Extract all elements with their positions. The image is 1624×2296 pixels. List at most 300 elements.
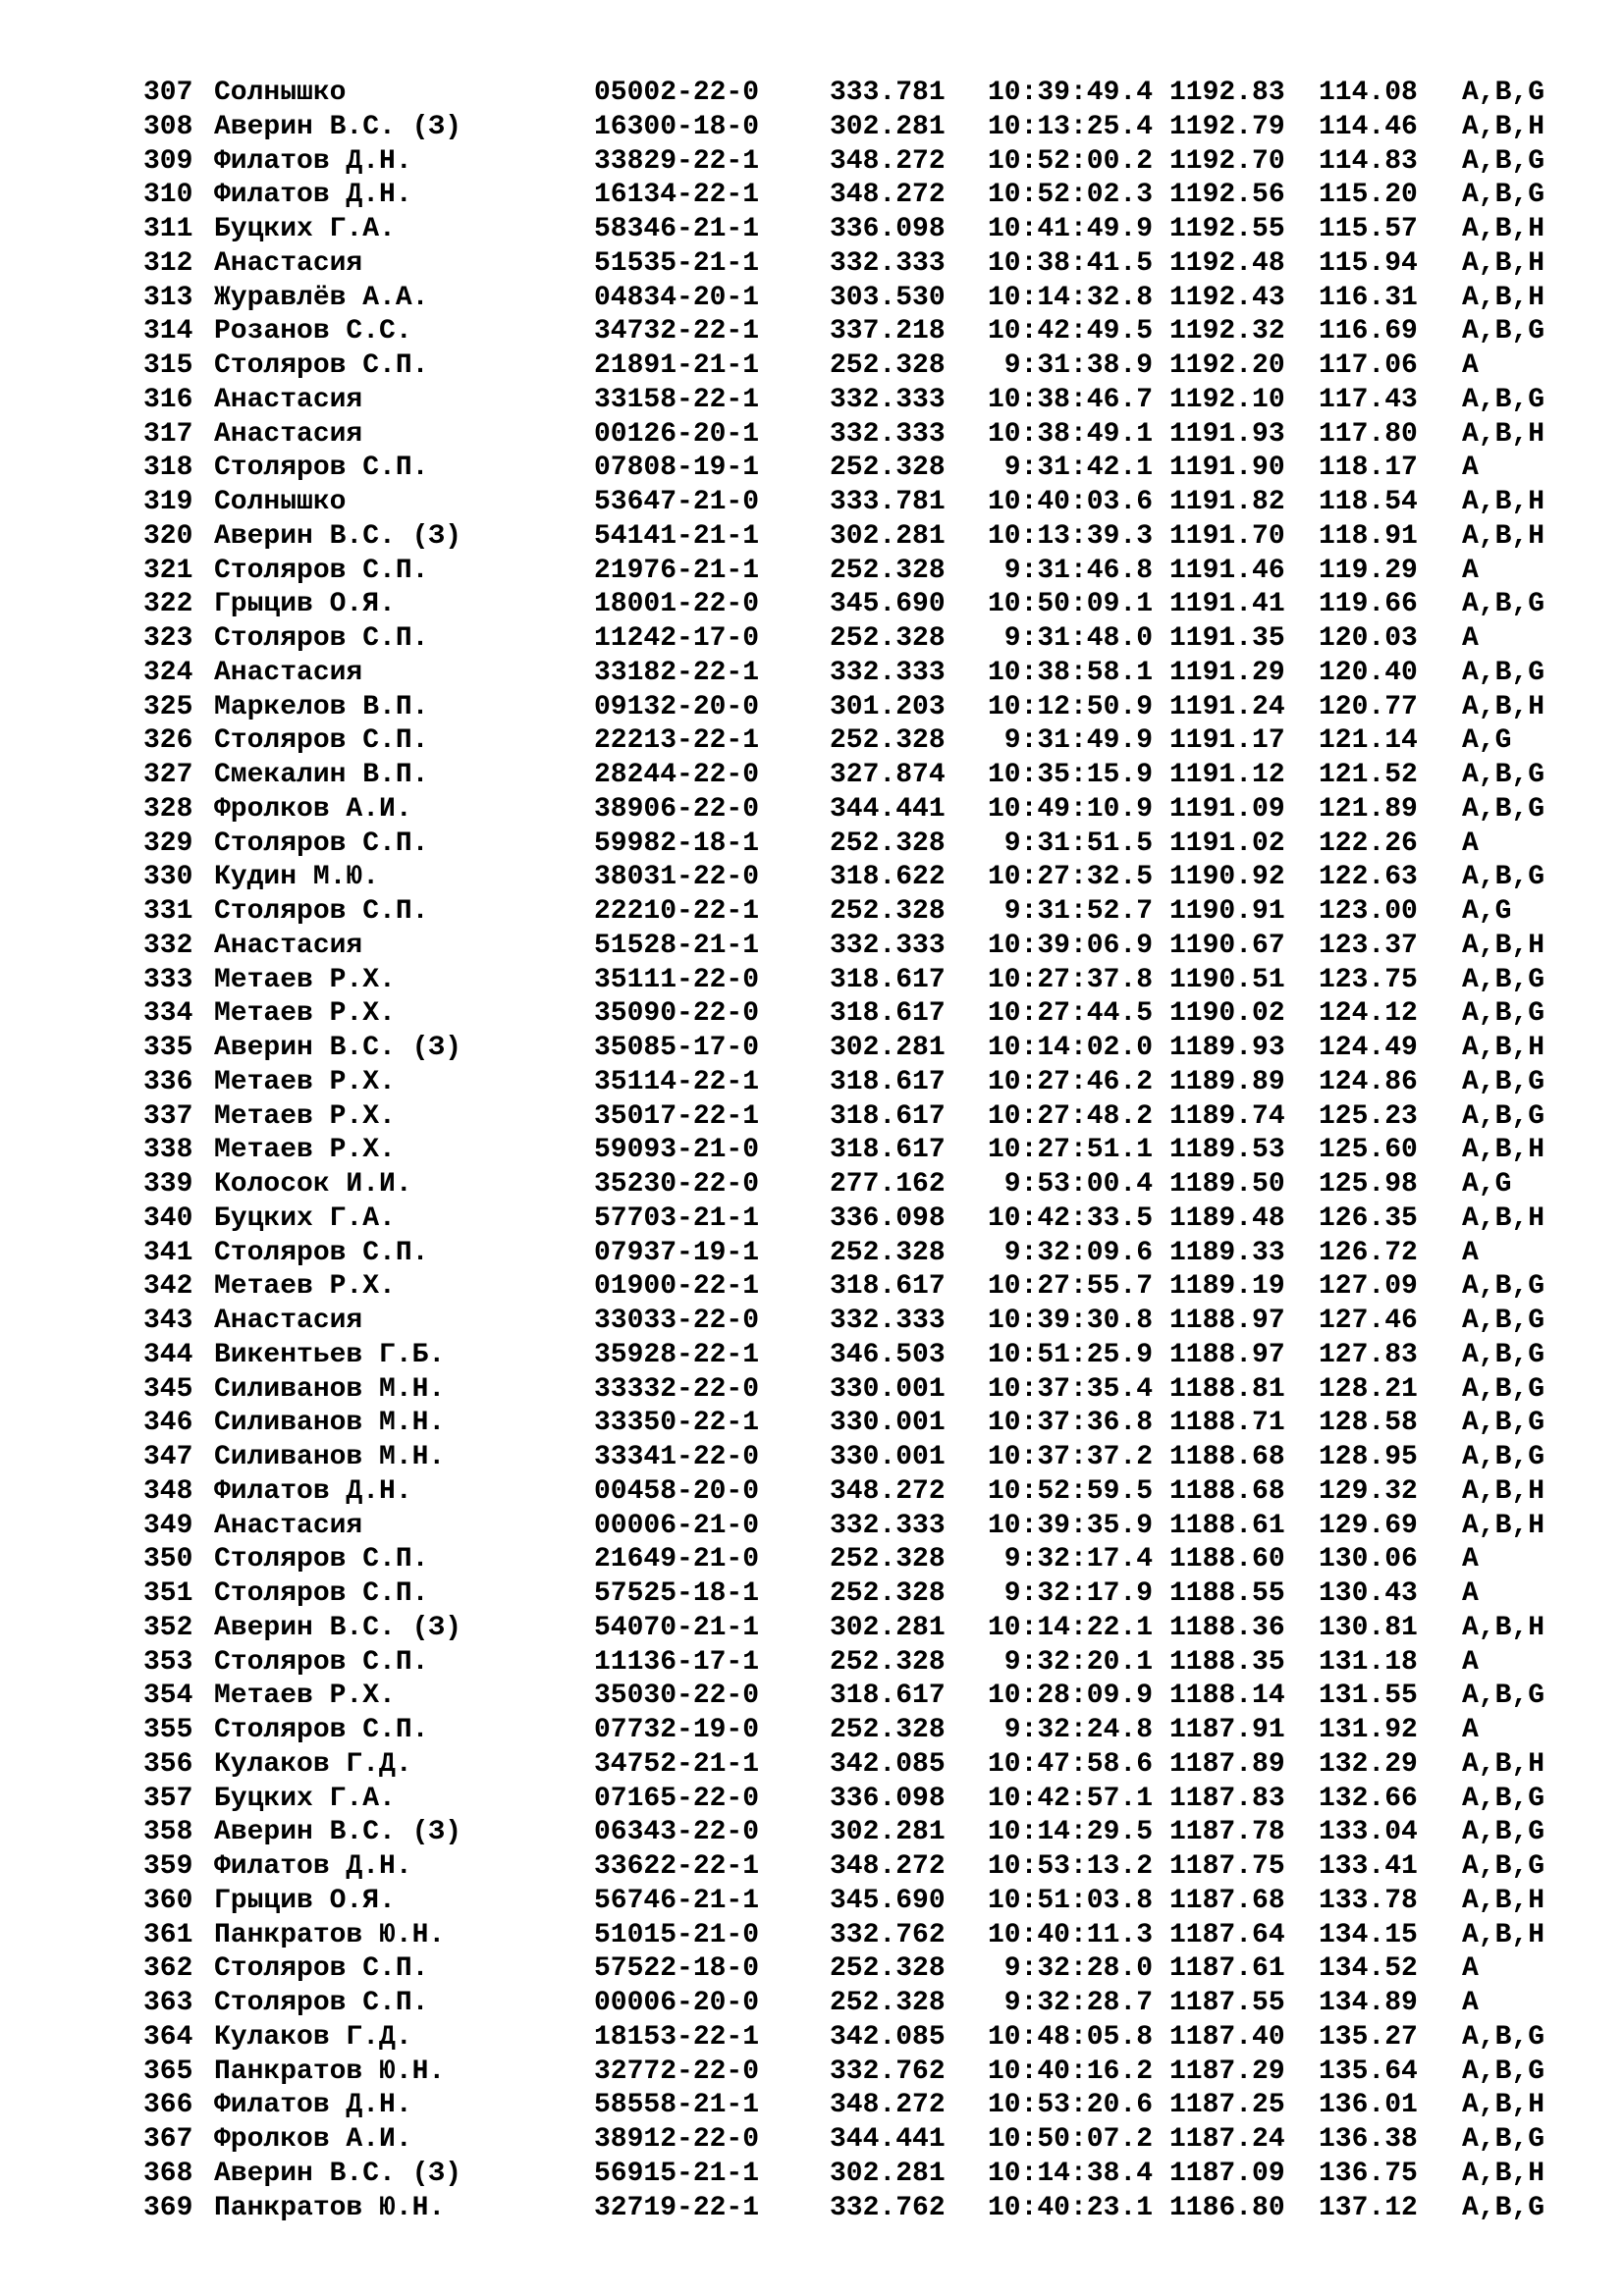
value: 252.328 xyxy=(830,1237,946,1268)
time: 10:14:32.8 xyxy=(987,282,1153,313)
flags: A xyxy=(1462,623,1479,654)
value: 252.328 xyxy=(830,555,946,586)
time: 9:53:00.4 xyxy=(1003,1169,1153,1200)
flags: A,B,G xyxy=(1462,1306,1545,1336)
row-number: 322 xyxy=(143,589,193,620)
participant-name: Столяров С.П. xyxy=(214,828,429,859)
record-id: 56746-21-1 xyxy=(594,1885,760,1916)
flags: A,B,G xyxy=(1462,589,1545,620)
participant-name: Столяров С.П. xyxy=(214,623,429,654)
value: 318.622 xyxy=(830,862,946,893)
flags: A,B,G xyxy=(1462,1681,1545,1712)
participant-name: Столяров С.П. xyxy=(214,453,429,484)
record-id: 34752-21-1 xyxy=(594,1748,760,1780)
row-number: 366 xyxy=(143,2090,193,2121)
row-number: 353 xyxy=(143,1646,193,1678)
flags: A,B,H xyxy=(1462,1510,1545,1541)
record-id: 11136-17-1 xyxy=(594,1646,760,1678)
flags: A xyxy=(1462,350,1479,381)
metric-a: 1188.60 xyxy=(1169,1544,1285,1575)
metric-b: 122.26 xyxy=(1319,828,1418,859)
participant-name: Грыцив О.Я. xyxy=(214,1885,396,1916)
metric-b: 130.81 xyxy=(1319,1612,1418,1643)
flags: A,B,G xyxy=(1462,1339,1545,1370)
metric-b: 115.20 xyxy=(1319,180,1418,211)
value: 332.333 xyxy=(830,247,946,279)
time: 10:14:02.0 xyxy=(987,1033,1153,1063)
row-number: 339 xyxy=(143,1169,193,1200)
metric-a: 1191.41 xyxy=(1169,589,1285,620)
participant-name: Фролков А.И. xyxy=(214,2124,412,2155)
record-id: 22210-22-1 xyxy=(594,896,760,927)
record-id: 16134-22-1 xyxy=(594,180,760,211)
value: 342.085 xyxy=(830,2021,946,2053)
value: 252.328 xyxy=(830,1544,946,1575)
record-id: 35090-22-0 xyxy=(594,998,760,1030)
value: 348.272 xyxy=(830,2090,946,2121)
value: 332.333 xyxy=(830,1510,946,1541)
metric-a: 1187.91 xyxy=(1169,1715,1285,1745)
metric-b: 121.52 xyxy=(1319,760,1418,790)
participant-name: Силиванов М.Н. xyxy=(214,1408,446,1439)
row-number: 349 xyxy=(143,1510,193,1541)
metric-a: 1188.97 xyxy=(1169,1339,1285,1370)
metric-b: 119.66 xyxy=(1319,589,1418,620)
time: 10:13:25.4 xyxy=(987,111,1153,142)
participant-name: Колосок И.И. xyxy=(214,1169,412,1200)
metric-a: 1189.89 xyxy=(1169,1066,1285,1097)
flags: A,B,G xyxy=(1462,793,1545,825)
participant-name: Кудин М.Ю. xyxy=(214,862,380,893)
row-number: 346 xyxy=(143,1408,193,1439)
row-number: 361 xyxy=(143,1919,193,1950)
participant-name: Метаев Р.Х. xyxy=(214,964,396,995)
time: 10:40:11.3 xyxy=(987,1919,1153,1950)
flags: A,B,H xyxy=(1462,247,1545,279)
flags: A,B,H xyxy=(1462,691,1545,722)
record-id: 35230-22-0 xyxy=(594,1169,760,1200)
flags: A,B,G xyxy=(1462,1442,1545,1472)
time: 10:38:49.1 xyxy=(987,418,1153,450)
metric-b: 136.75 xyxy=(1319,2158,1418,2189)
participant-name: Анастасия xyxy=(214,1306,363,1336)
row-number: 320 xyxy=(143,520,193,552)
metric-b: 132.29 xyxy=(1319,1748,1418,1780)
record-id: 59982-18-1 xyxy=(594,828,760,859)
time: 10:38:58.1 xyxy=(987,657,1153,688)
row-number: 341 xyxy=(143,1237,193,1268)
participant-name: Столяров С.П. xyxy=(214,555,429,586)
record-id: 56915-21-1 xyxy=(594,2158,760,2189)
participant-name: Розанов С.С. xyxy=(214,316,412,347)
participant-name: Столяров С.П. xyxy=(214,1237,429,1268)
row-number: 309 xyxy=(143,145,193,177)
metric-a: 1188.68 xyxy=(1169,1442,1285,1472)
time: 9:32:09.6 xyxy=(1003,1237,1153,1268)
metric-b: 137.12 xyxy=(1319,2192,1418,2223)
time: 10:42:33.5 xyxy=(987,1202,1153,1234)
metric-b: 118.91 xyxy=(1319,520,1418,552)
record-id: 51528-21-1 xyxy=(594,930,760,961)
time: 10:39:06.9 xyxy=(987,930,1153,961)
participant-name: Аверин В.С. (З) xyxy=(214,1033,462,1063)
flags: A,B,G xyxy=(1462,2124,1545,2155)
value: 302.281 xyxy=(830,1817,946,1848)
record-id: 18153-22-1 xyxy=(594,2021,760,2053)
value: 332.762 xyxy=(830,2192,946,2223)
metric-a: 1189.33 xyxy=(1169,1237,1285,1268)
row-number: 348 xyxy=(143,1475,193,1507)
metric-a: 1192.83 xyxy=(1169,78,1285,108)
participant-name: Столяров С.П. xyxy=(214,896,429,927)
metric-b: 123.00 xyxy=(1319,896,1418,927)
value: 318.617 xyxy=(830,1681,946,1712)
value: 332.333 xyxy=(830,657,946,688)
flags: A,B,H xyxy=(1462,111,1545,142)
metric-a: 1188.71 xyxy=(1169,1408,1285,1439)
metric-b: 136.01 xyxy=(1319,2090,1418,2121)
record-id: 21649-21-0 xyxy=(594,1544,760,1575)
time: 10:27:51.1 xyxy=(987,1135,1153,1166)
participant-name: Столяров С.П. xyxy=(214,725,429,757)
value: 318.617 xyxy=(830,998,946,1030)
flags: A,B,G xyxy=(1462,316,1545,347)
value: 348.272 xyxy=(830,180,946,211)
record-id: 16300-18-0 xyxy=(594,111,760,142)
participant-name: Столяров С.П. xyxy=(214,1715,429,1745)
value: 346.503 xyxy=(830,1339,946,1370)
metric-a: 1188.14 xyxy=(1169,1681,1285,1712)
record-id: 07732-19-0 xyxy=(594,1715,760,1745)
time: 9:31:48.0 xyxy=(1003,623,1153,654)
record-id: 33622-22-1 xyxy=(594,1851,760,1882)
participant-name: Солнышко xyxy=(214,487,347,517)
participant-name: Журавлёв А.А. xyxy=(214,282,429,313)
time: 10:52:00.2 xyxy=(987,145,1153,177)
row-number: 314 xyxy=(143,316,193,347)
value: 318.617 xyxy=(830,1100,946,1132)
time: 10:35:15.9 xyxy=(987,760,1153,790)
record-id: 07165-22-0 xyxy=(594,1783,760,1814)
flags: A,B,H xyxy=(1462,1033,1545,1063)
record-id: 33033-22-0 xyxy=(594,1306,760,1336)
value: 318.617 xyxy=(830,1271,946,1303)
record-id: 51535-21-1 xyxy=(594,247,760,279)
flags: A xyxy=(1462,1953,1479,1985)
flags: A,B,H xyxy=(1462,1919,1545,1950)
metric-a: 1189.93 xyxy=(1169,1033,1285,1063)
flags: A,B,G xyxy=(1462,180,1545,211)
participant-name: Анастасия xyxy=(214,418,363,450)
row-number: 318 xyxy=(143,453,193,484)
time: 9:31:38.9 xyxy=(1003,350,1153,381)
time: 9:32:17.9 xyxy=(1003,1578,1153,1609)
metric-a: 1192.55 xyxy=(1169,214,1285,244)
row-number: 347 xyxy=(143,1442,193,1472)
participant-name: Силиванов М.Н. xyxy=(214,1442,446,1472)
record-id: 00006-20-0 xyxy=(594,1988,760,2018)
participant-name: Анастасия xyxy=(214,247,363,279)
participant-name: Аверин В.С. (З) xyxy=(214,1612,462,1643)
metric-b: 121.14 xyxy=(1319,725,1418,757)
row-number: 319 xyxy=(143,487,193,517)
metric-a: 1191.12 xyxy=(1169,760,1285,790)
metric-b: 127.83 xyxy=(1319,1339,1418,1370)
record-id: 33332-22-0 xyxy=(594,1373,760,1405)
record-id: 38906-22-0 xyxy=(594,793,760,825)
time: 10:14:22.1 xyxy=(987,1612,1153,1643)
record-id: 35017-22-1 xyxy=(594,1100,760,1132)
record-id: 35111-22-0 xyxy=(594,964,760,995)
time: 10:27:46.2 xyxy=(987,1066,1153,1097)
metric-b: 127.09 xyxy=(1319,1271,1418,1303)
metric-b: 129.32 xyxy=(1319,1475,1418,1507)
metric-b: 128.21 xyxy=(1319,1373,1418,1405)
participant-name: Метаев Р.Х. xyxy=(214,1100,396,1132)
metric-a: 1191.09 xyxy=(1169,793,1285,825)
row-number: 356 xyxy=(143,1748,193,1780)
flags: A,B,H xyxy=(1462,214,1545,244)
participant-name: Панкратов Ю.Н. xyxy=(214,2056,446,2087)
metric-b: 134.89 xyxy=(1319,1988,1418,2018)
metric-b: 131.55 xyxy=(1319,1681,1418,1712)
metric-b: 135.64 xyxy=(1319,2056,1418,2087)
row-number: 310 xyxy=(143,180,193,211)
metric-b: 124.12 xyxy=(1319,998,1418,1030)
row-number: 331 xyxy=(143,896,193,927)
participant-name: Филатов Д.Н. xyxy=(214,145,412,177)
metric-b: 129.69 xyxy=(1319,1510,1418,1541)
record-id: 35085-17-0 xyxy=(594,1033,760,1063)
row-number: 364 xyxy=(143,2021,193,2053)
flags: A,B,H xyxy=(1462,1135,1545,1166)
time: 10:50:09.1 xyxy=(987,589,1153,620)
metric-b: 124.49 xyxy=(1319,1033,1418,1063)
metric-b: 123.37 xyxy=(1319,930,1418,961)
record-id: 58346-21-1 xyxy=(594,214,760,244)
flags: A xyxy=(1462,828,1479,859)
metric-a: 1187.24 xyxy=(1169,2124,1285,2155)
value: 302.281 xyxy=(830,2158,946,2189)
value: 252.328 xyxy=(830,1988,946,2018)
participant-name: Столяров С.П. xyxy=(214,1646,429,1678)
value: 252.328 xyxy=(830,896,946,927)
flags: A,G xyxy=(1462,725,1512,757)
metric-b: 128.95 xyxy=(1319,1442,1418,1472)
time: 10:38:46.7 xyxy=(987,384,1153,415)
time: 10:27:55.7 xyxy=(987,1271,1153,1303)
value: 336.098 xyxy=(830,1783,946,1814)
time: 10:39:49.4 xyxy=(987,78,1153,108)
value: 302.281 xyxy=(830,1612,946,1643)
record-id: 09132-20-0 xyxy=(594,691,760,722)
value: 301.203 xyxy=(830,691,946,722)
metric-a: 1187.40 xyxy=(1169,2021,1285,2053)
participant-name: Анастасия xyxy=(214,1510,363,1541)
participant-name: Буцких Г.А. xyxy=(214,1783,396,1814)
time: 10:40:23.1 xyxy=(987,2192,1153,2223)
participant-name: Буцких Г.А. xyxy=(214,1202,396,1234)
time: 10:37:35.4 xyxy=(987,1373,1153,1405)
metric-b: 128.58 xyxy=(1319,1408,1418,1439)
metric-b: 131.92 xyxy=(1319,1715,1418,1745)
participant-name: Грыцив О.Я. xyxy=(214,589,396,620)
record-id: 01900-22-1 xyxy=(594,1271,760,1303)
record-id: 05002-22-0 xyxy=(594,78,760,108)
record-id: 57703-21-1 xyxy=(594,1202,760,1234)
record-id: 07808-19-1 xyxy=(594,453,760,484)
value: 252.328 xyxy=(830,828,946,859)
row-number: 315 xyxy=(143,350,193,381)
row-number: 325 xyxy=(143,691,193,722)
row-number: 359 xyxy=(143,1851,193,1882)
metric-a: 1187.89 xyxy=(1169,1748,1285,1780)
flags: A xyxy=(1462,1544,1479,1575)
participant-name: Панкратов Ю.Н. xyxy=(214,2192,446,2223)
time: 10:53:13.2 xyxy=(987,1851,1153,1882)
flags: A,B,G xyxy=(1462,1851,1545,1882)
flags: A xyxy=(1462,1988,1479,2018)
metric-a: 1192.70 xyxy=(1169,145,1285,177)
value: 252.328 xyxy=(830,623,946,654)
row-number: 334 xyxy=(143,998,193,1030)
flags: A,B,H xyxy=(1462,1475,1545,1507)
flags: A,B,H xyxy=(1462,1202,1545,1234)
value: 336.098 xyxy=(830,1202,946,1234)
time: 10:49:10.9 xyxy=(987,793,1153,825)
record-id: 54070-21-1 xyxy=(594,1612,760,1643)
record-id: 34732-22-1 xyxy=(594,316,760,347)
metric-b: 119.29 xyxy=(1319,555,1418,586)
metric-b: 114.83 xyxy=(1319,145,1418,177)
row-number: 336 xyxy=(143,1066,193,1097)
metric-b: 123.75 xyxy=(1319,964,1418,995)
value: 252.328 xyxy=(830,350,946,381)
metric-a: 1187.25 xyxy=(1169,2090,1285,2121)
metric-a: 1192.43 xyxy=(1169,282,1285,313)
metric-b: 117.80 xyxy=(1319,418,1418,450)
record-id: 33158-22-1 xyxy=(594,384,760,415)
value: 330.001 xyxy=(830,1408,946,1439)
metric-a: 1187.68 xyxy=(1169,1885,1285,1916)
metric-a: 1192.79 xyxy=(1169,111,1285,142)
value: 333.781 xyxy=(830,78,946,108)
record-id: 58558-21-1 xyxy=(594,2090,760,2121)
metric-a: 1191.46 xyxy=(1169,555,1285,586)
flags: A,B,G xyxy=(1462,760,1545,790)
time: 10:50:07.2 xyxy=(987,2124,1153,2155)
flags: A,B,G xyxy=(1462,2021,1545,2053)
metric-b: 135.27 xyxy=(1319,2021,1418,2053)
participant-name: Аверин В.С. (З) xyxy=(214,520,462,552)
participant-name: Столяров С.П. xyxy=(214,1988,429,2018)
metric-a: 1191.93 xyxy=(1169,418,1285,450)
metric-a: 1190.91 xyxy=(1169,896,1285,927)
participant-name: Филатов Д.Н. xyxy=(214,1475,412,1507)
metric-b: 124.86 xyxy=(1319,1066,1418,1097)
participant-name: Панкратов Ю.Н. xyxy=(214,1919,446,1950)
time: 10:38:41.5 xyxy=(987,247,1153,279)
metric-b: 125.98 xyxy=(1319,1169,1418,1200)
time: 9:32:24.8 xyxy=(1003,1715,1153,1745)
metric-a: 1191.29 xyxy=(1169,657,1285,688)
metric-a: 1188.68 xyxy=(1169,1475,1285,1507)
time: 10:14:29.5 xyxy=(987,1817,1153,1848)
metric-a: 1191.70 xyxy=(1169,520,1285,552)
time: 10:51:03.8 xyxy=(987,1885,1153,1916)
metric-b: 132.66 xyxy=(1319,1783,1418,1814)
row-number: 326 xyxy=(143,725,193,757)
row-number: 332 xyxy=(143,930,193,961)
time: 9:31:49.9 xyxy=(1003,725,1153,757)
value: 336.098 xyxy=(830,214,946,244)
time: 10:27:37.8 xyxy=(987,964,1153,995)
time: 10:14:38.4 xyxy=(987,2158,1153,2189)
flags: A,G xyxy=(1462,896,1512,927)
metric-a: 1187.09 xyxy=(1169,2158,1285,2189)
participant-name: Маркелов В.П. xyxy=(214,691,429,722)
metric-a: 1186.80 xyxy=(1169,2192,1285,2223)
record-id: 07937-19-1 xyxy=(594,1237,760,1268)
record-id: 00126-20-1 xyxy=(594,418,760,450)
record-id: 06343-22-0 xyxy=(594,1817,760,1848)
participant-name: Столяров С.П. xyxy=(214,1953,429,1985)
record-id: 38031-22-0 xyxy=(594,862,760,893)
time: 10:13:39.3 xyxy=(987,520,1153,552)
metric-b: 114.08 xyxy=(1319,78,1418,108)
row-number: 345 xyxy=(143,1373,193,1405)
flags: A xyxy=(1462,1578,1479,1609)
record-id: 35928-22-1 xyxy=(594,1339,760,1370)
metric-b: 116.31 xyxy=(1319,282,1418,313)
metric-b: 125.60 xyxy=(1319,1135,1418,1166)
record-id: 54141-21-1 xyxy=(594,520,760,552)
flags: A,B,H xyxy=(1462,930,1545,961)
record-id: 21976-21-1 xyxy=(594,555,760,586)
time: 10:40:03.6 xyxy=(987,487,1153,517)
row-number: 311 xyxy=(143,214,193,244)
metric-b: 115.94 xyxy=(1319,247,1418,279)
metric-a: 1192.32 xyxy=(1169,316,1285,347)
row-number: 328 xyxy=(143,793,193,825)
metric-b: 130.43 xyxy=(1319,1578,1418,1609)
value: 303.530 xyxy=(830,282,946,313)
value: 252.328 xyxy=(830,1953,946,1985)
record-id: 33350-22-1 xyxy=(594,1408,760,1439)
record-id: 57522-18-0 xyxy=(594,1953,760,1985)
time: 10:52:02.3 xyxy=(987,180,1153,211)
flags: A,B,H xyxy=(1462,1612,1545,1643)
value: 332.333 xyxy=(830,930,946,961)
flags: A,B,G xyxy=(1462,1783,1545,1814)
metric-b: 114.46 xyxy=(1319,111,1418,142)
participant-name: Анастасия xyxy=(214,657,363,688)
row-number: 323 xyxy=(143,623,193,654)
metric-a: 1189.53 xyxy=(1169,1135,1285,1166)
metric-b: 120.40 xyxy=(1319,657,1418,688)
value: 345.690 xyxy=(830,1885,946,1916)
value: 348.272 xyxy=(830,1851,946,1882)
flags: A,B,G xyxy=(1462,1373,1545,1405)
metric-a: 1191.24 xyxy=(1169,691,1285,722)
metric-b: 134.15 xyxy=(1319,1919,1418,1950)
value: 302.281 xyxy=(830,1033,946,1063)
metric-a: 1187.55 xyxy=(1169,1988,1285,2018)
value: 348.272 xyxy=(830,1475,946,1507)
row-number: 307 xyxy=(143,78,193,108)
row-number: 330 xyxy=(143,862,193,893)
metric-b: 127.46 xyxy=(1319,1306,1418,1336)
